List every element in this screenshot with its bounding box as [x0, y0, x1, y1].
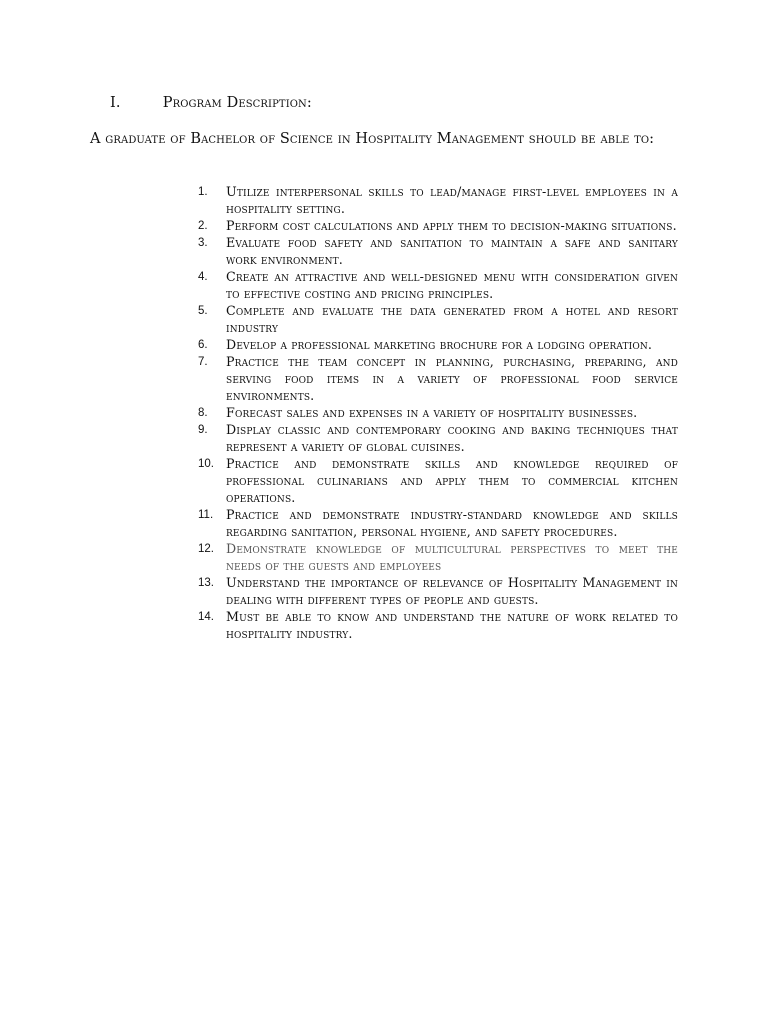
outcome-text: Perform cost calculations and apply them to decision-making situations. — [226, 218, 677, 233]
outcome-item — [198, 183, 678, 217]
outcome-item — [198, 353, 678, 404]
outcome-text: Demonstrate knowledge of multicultural perspectives to meet the needs of the guests and employees — [226, 541, 678, 573]
outcome-text: Develop a professional marketing brochure for a lodging operation. — [226, 337, 653, 352]
outcome-item — [198, 302, 678, 336]
outcome-text: Practice the team concept in planning, purchasing, preparing, and serving food items in a variety of professional food service environments. — [226, 354, 678, 403]
outcome-item — [198, 336, 678, 353]
outcome-item — [198, 455, 678, 506]
section-title: Program Description: — [162, 95, 312, 111]
outcome-number: 13. — [198, 577, 214, 589]
outcome-text: Must be able to know and understand the nature of work related to hospitality industry. — [226, 609, 678, 641]
lead-paragraph: A graduate of Bachelor of Science in Hospitality Management should be able to: — [90, 131, 655, 147]
section-number: I. — [110, 95, 121, 111]
outcome-number: 12. — [198, 543, 214, 555]
outcome-item — [198, 540, 678, 574]
outcome-text: Complete and evaluate the data generated from a hotel and resort industry — [226, 303, 678, 335]
outcome-text: Evaluate food safety and sanitation to maintain a safe and sanitary work environment. — [226, 235, 678, 267]
outcome-number: 6. — [198, 339, 208, 351]
outcome-number: 2. — [198, 220, 208, 232]
outcome-text: Create an attractive and well-designed menu with consideration given to effective costing and pricing principles. — [226, 269, 678, 301]
outcome-number: 4. — [198, 271, 208, 283]
outcome-text: Practice and demonstrate industry-standard knowledge and skills regarding sanitation, personal hygiene, and safety procedures. — [226, 507, 678, 539]
outcome-text: Practice and demonstrate skills and knowledge required of professional culinarians and apply them to commercial kitchen operations. — [226, 456, 678, 505]
outcomes-list — [198, 183, 678, 642]
outcome-item — [198, 234, 678, 268]
outcome-item — [198, 421, 678, 455]
outcome-item — [198, 574, 678, 608]
outcome-number: 9. — [198, 424, 208, 436]
outcome-number: 8. — [198, 407, 208, 419]
outcome-number: 14. — [198, 611, 214, 623]
outcome-number: 7. — [198, 356, 208, 368]
outcome-number: 11. — [198, 509, 214, 521]
outcome-text: Display classic and contemporary cooking and baking techniques that represent a variety of global cuisines. — [226, 422, 678, 454]
outcome-number: 5. — [198, 305, 208, 317]
outcome-text: Utilize interpersonal skills to lead/manage first-level employees in a hospitality setting. — [226, 184, 678, 216]
outcome-item — [198, 404, 678, 421]
section-heading — [110, 93, 510, 113]
outcome-text: Forecast sales and expenses in a variety of hospitality businesses. — [226, 405, 638, 420]
outcome-number: 3. — [198, 237, 208, 249]
outcome-number: 10. — [198, 458, 214, 470]
outcome-item — [198, 506, 678, 540]
outcome-text: Understand the importance of relevance of Hospitality Management in dealing with different types of people and guests. — [226, 575, 678, 607]
outcome-number: 1. — [198, 186, 208, 198]
outcome-item — [198, 608, 678, 642]
outcome-item — [198, 217, 678, 234]
outcome-item — [198, 268, 678, 302]
